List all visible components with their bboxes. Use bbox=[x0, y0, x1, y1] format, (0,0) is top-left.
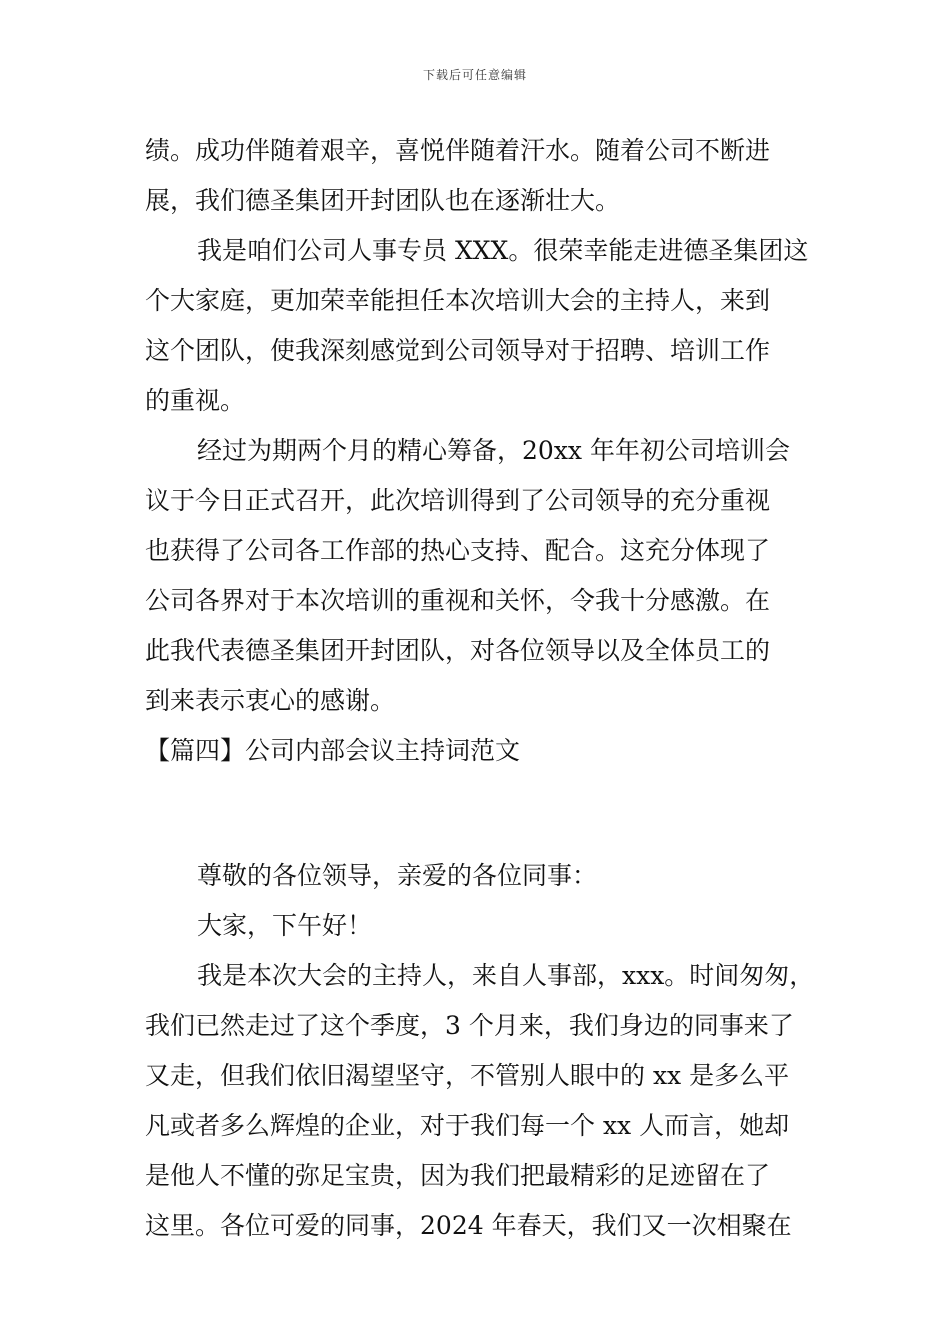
document-body bbox=[145, 126, 825, 1251]
paragraph-line: 的重视。 bbox=[145, 386, 246, 415]
section-spacer bbox=[145, 776, 825, 851]
salutation-line: 大家，下午好！ bbox=[197, 911, 373, 940]
paragraph-line: 经过为期两个月的精心筹备，20xx 年年初公司培训会 bbox=[197, 436, 790, 465]
paragraph-line: 这里。各位可爱的同事，2024 年春天，我们又一次相聚在 bbox=[145, 1211, 792, 1240]
paragraph-line: 我是本次大会的主持人，来自人事部，xxx。时间匆匆， bbox=[197, 961, 815, 990]
paragraph-line: 也获得了公司各工作部的热心支持、配合。这充分体现了 bbox=[145, 536, 771, 565]
greeting-line: 尊敬的各位领导，亲爱的各位同事： bbox=[197, 861, 598, 890]
paragraph-line: 我是咱们公司人事专员 XXX。很荣幸能走进德圣集团这 bbox=[197, 236, 809, 265]
paragraph-line: 此我代表德圣集团开封团队，对各位领导以及全体员工的 bbox=[145, 636, 771, 665]
section-title: 【篇四】公司内部会议主持词范文 bbox=[145, 736, 521, 765]
paragraph-line: 是他人不懂的弥足宝贵，因为我们把最精彩的足迹留在了 bbox=[145, 1161, 771, 1190]
paragraph-line: 这个团队，使我深刻感觉到公司领导对于招聘、培训工作 bbox=[145, 336, 771, 365]
paragraph-line: 我们已然走过了这个季度，3 个月来，我们身边的同事来了 bbox=[145, 1011, 794, 1040]
paragraph-line: 议于今日正式召开，此次培训得到了公司领导的充分重视 bbox=[145, 486, 771, 515]
paragraph-line: 又走，但我们依旧渴望坚守，不管别人眼中的 xx 是多么平 bbox=[145, 1061, 790, 1090]
paragraph-line: 凡或者多么辉煌的企业，对于我们每一个 xx 人而言，她却 bbox=[145, 1111, 790, 1140]
paragraph-line: 个大家庭，更加荣幸能担任本次培训大会的主持人，来到 bbox=[145, 286, 771, 315]
page-header-note: 下载后可任意编辑 bbox=[422, 68, 527, 82]
paragraph-line: 到来表示衷心的感谢。 bbox=[145, 686, 396, 715]
paragraph-line: 绩。成功伴随着艰辛，喜悦伴随着汗水。随着公司不断进 bbox=[145, 136, 771, 165]
paragraph-line: 展，我们德圣集团开封团队也在逐渐壮大。 bbox=[145, 186, 621, 215]
paragraph-line: 公司各界对于本次培训的重视和关怀，令我十分感激。在 bbox=[145, 586, 771, 615]
